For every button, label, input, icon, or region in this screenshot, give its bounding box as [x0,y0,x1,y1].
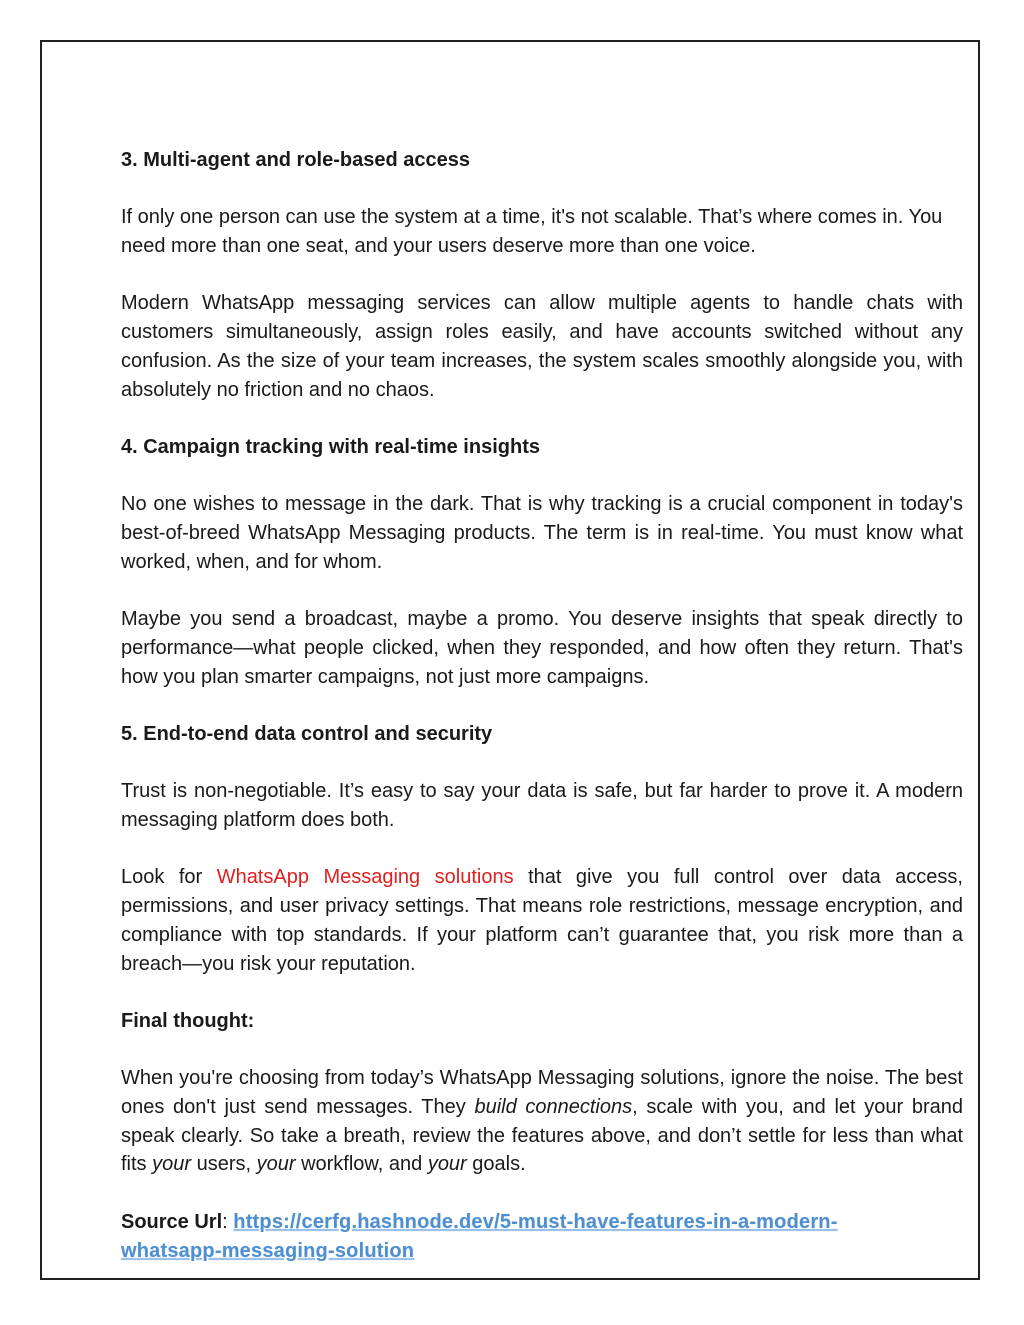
final-thought-heading: Final thought: [121,1009,255,1032]
source-url-separator: : [222,1210,234,1233]
section-4-paragraph-2: Maybe you send a broadcast, maybe a promo. You deserve insights that speak directly to performance—what people clicked, when they responded, and how often they return. That's how you plan smarter campaigns, not just more campaigns. [121,608,963,688]
final-emphasis-build-connections: build connections [474,1096,633,1119]
section-3-paragraph-2: Modern WhatsApp messaging services can allow multiple agents to handle chats with customers simultaneously, assign roles easily, and have accounts switched without any confusion. As the size of your team increases, the system scales smoothly alongside you, with absolutely no friction and no chaos. [121,292,963,401]
document-body [121,146,963,1294]
section-5-heading: 5. End-to-end data control and security [121,722,493,745]
section-3-heading: 3. Multi-agent and role-based access [121,149,470,171]
section-5-text-before-link: Look for [121,866,217,889]
source-url-link-part-1[interactable]: https://cerfg.hashnode.dev/5-must-have-features-in-a-modern- [233,1210,838,1233]
source-url-line [121,1208,963,1265]
section-3-paragraph-1: If only one person can use the system at a time, it's not scalable. That’s where comes in. You need more than one seat, and your users deserve more than one voice. [121,206,943,258]
section-5-paragraph-1: Trust is non-negotiable. It’s easy to say your data is safe, but far harder to prove it. A modern messaging platform does both. [121,780,963,832]
final-text-1: When you're choosing from today’s WhatsApp Messaging solutions, ignore the noise. The best ones don't just send messages. They [121,1067,963,1119]
final-text-4: workflow, and [295,1153,428,1176]
final-thought-paragraph [121,1064,963,1179]
whatsapp-messaging-solutions-link[interactable]: WhatsApp Messaging solutions [216,866,514,889]
section-4-paragraph-1: No one wishes to message in the dark. That is why tracking is a crucial component in today's best-of-breed WhatsApp Messaging products. The term is in real-time. You must know what worked, when, and for whom. [121,493,963,573]
final-text-5: goals. [466,1153,526,1176]
source-url-link-part-2[interactable]: whatsapp-messaging-solution [121,1239,415,1262]
final-emphasis-your-1: your [152,1153,192,1176]
source-url-label: Source Url [121,1210,223,1233]
section-5-paragraph-2 [121,863,963,978]
final-emphasis-your-3: your [427,1153,467,1176]
section-4-heading: 4. Campaign tracking with real-time insights [121,435,540,458]
final-text-2: , scale with you, and let your brand speak clearly. So take a breath, review the features above, and don’t settle for less than what fits [121,1096,963,1176]
final-emphasis-your-2: your [256,1153,296,1176]
section-5-text-after-link: that give you full control over data access, permissions, and user privacy settings. That means role restrictions, message encryption, and compliance with top standards. If your platform can’t guarantee that, you risk more than a breach—you risk your reputation. [121,866,963,975]
final-text-3: users, [191,1153,257,1176]
